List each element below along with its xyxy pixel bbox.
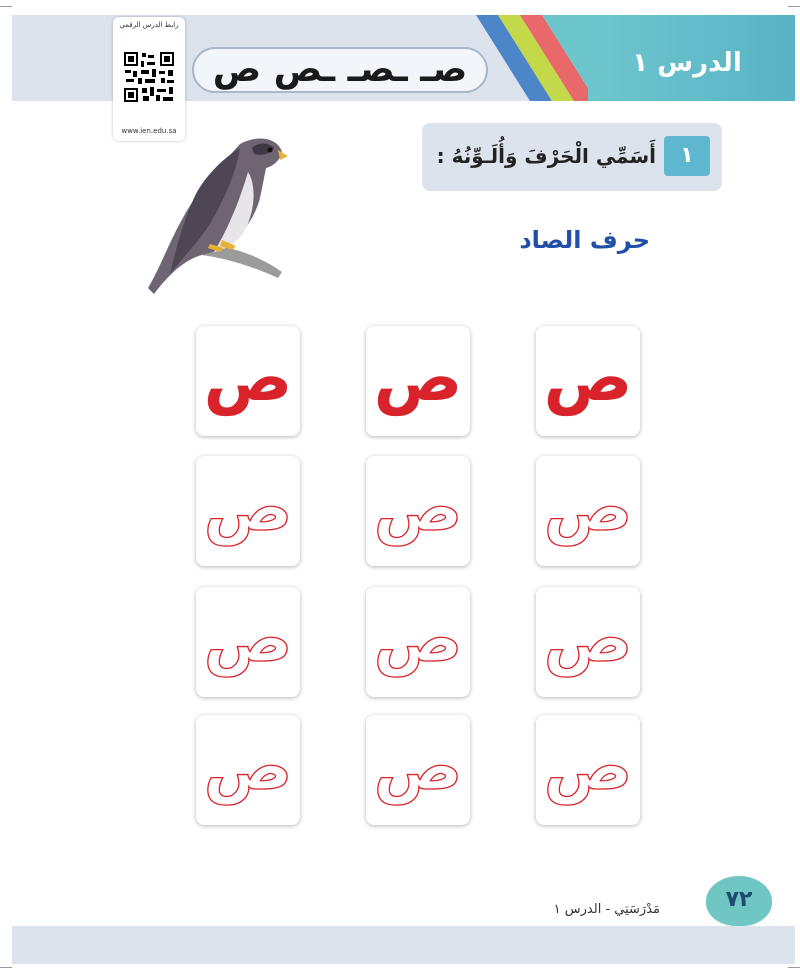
letter-tile xyxy=(366,326,470,436)
tracing-tile[interactable] xyxy=(366,715,470,825)
tracing-tile[interactable] xyxy=(536,456,640,566)
letter-glyph: ص xyxy=(373,339,463,416)
page-number-badge xyxy=(706,876,772,926)
qr-card[interactable] xyxy=(113,17,185,141)
tracing-glyph: ص xyxy=(543,469,633,546)
letter-forms: صـ ـصـ ـص ص xyxy=(212,49,468,90)
tracing-tile[interactable] xyxy=(196,456,300,566)
lesson-title: الدرس ١ xyxy=(632,48,742,78)
falcon-illustration xyxy=(140,128,290,298)
qr-label: رابط الدرس الرقمي xyxy=(119,21,179,29)
crop-mark xyxy=(0,6,12,7)
qr-code-icon[interactable] xyxy=(123,35,175,123)
tracing-glyph: ص xyxy=(203,600,293,677)
crop-mark xyxy=(788,6,800,7)
instruction-number-badge xyxy=(664,136,710,176)
tracing-glyph: ص xyxy=(203,728,293,805)
letter-name: حرف الصاد xyxy=(519,226,650,254)
tracing-tile[interactable] xyxy=(366,587,470,697)
tracing-tile[interactable] xyxy=(366,456,470,566)
footer-book-lesson: مَدْرَسَتِي - الدرس ١ xyxy=(553,902,660,917)
tracing-tile[interactable] xyxy=(196,587,300,697)
tracing-glyph: ص xyxy=(373,728,463,805)
letter-forms-box xyxy=(192,47,488,93)
letter-tile xyxy=(536,326,640,436)
tracing-tile[interactable] xyxy=(536,587,640,697)
tracing-glyph: ص xyxy=(543,728,633,805)
letter-tile xyxy=(196,326,300,436)
tracing-tile[interactable] xyxy=(536,715,640,825)
tracing-glyph: ص xyxy=(373,600,463,677)
instruction-text: أَسَمِّي الْحَرْفَ وَأُلَـوِّنُهُ : xyxy=(436,144,656,168)
page-number: ٧٢ xyxy=(725,887,753,912)
tracing-glyph: ص xyxy=(373,469,463,546)
tracing-glyph: ص xyxy=(543,600,633,677)
letter-glyph: ص xyxy=(203,339,293,416)
footer-band xyxy=(12,926,795,964)
instruction-number: ١ xyxy=(680,143,694,168)
crop-mark xyxy=(788,967,800,968)
tracing-tile[interactable] xyxy=(196,715,300,825)
tracing-glyph: ص xyxy=(203,469,293,546)
letter-glyph: ص xyxy=(543,339,633,416)
qr-url: www.ien.edu.sa xyxy=(121,127,177,135)
crop-mark xyxy=(0,967,12,968)
